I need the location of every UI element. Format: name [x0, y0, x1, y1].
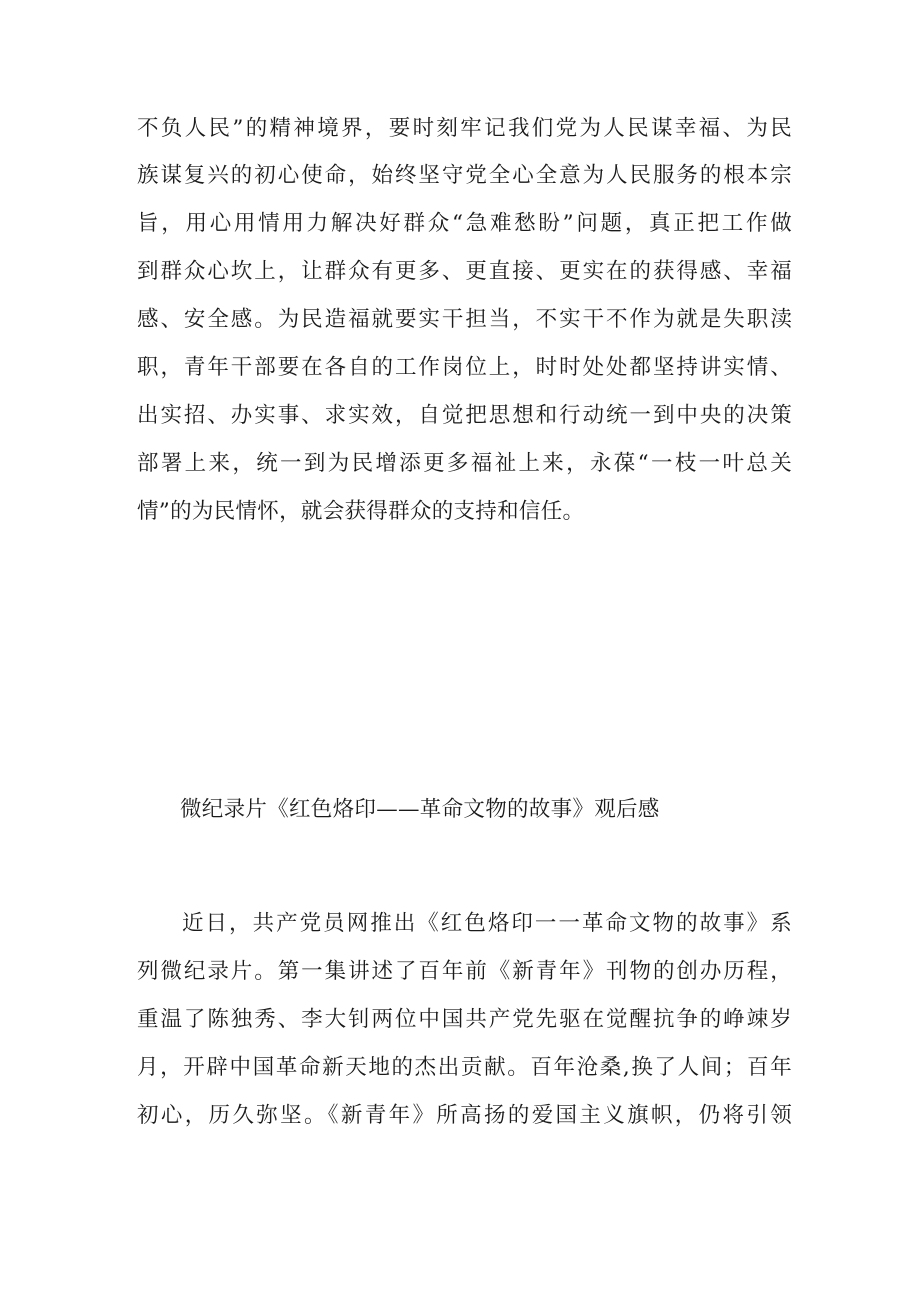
article-line: 月，开辟中国革命新天地的杰出贡献。百年沧桑,换了人间；百年	[137, 1055, 792, 1080]
paragraph-line: 到群众心坎上，让群众有更多、更直接、更实在的获得感、幸福	[137, 259, 792, 284]
article-line: 列微纪录片。第一集讲述了百年前《新青年》刊物的创办历程，	[137, 959, 792, 984]
paragraph-line: 族谋复兴的初心使命，始终坚守党全心全意为人民服务的根本宗	[137, 163, 792, 188]
paragraph-line: 职，青年干部要在各自的工作岗位上，时时处处都坚持讲实情、	[137, 355, 792, 380]
paragraph-line: 感、安全感。为民造福就要实干担当，不实干不作为就是失职渎	[137, 307, 792, 332]
article-line: 初心，历久弥坚。《新青年》所高扬的爱国主义旗帜，仍将引领	[137, 1103, 792, 1128]
paragraph-line: 情”的为民情怀，就会获得群众的支持和信任。	[137, 499, 585, 524]
article-title: 微纪录片《红色烙印——革命文物的故事》观后感	[180, 797, 660, 822]
paragraph-line: 部署上来，统一到为民增添更多福祉上来，永葆“一枝一叶总关	[137, 451, 792, 476]
article-line: 近日，共产党员网推出《红色烙印一一革命文物的故事》系	[182, 911, 792, 936]
paragraph-line: 旨，用心用情用力解决好群众“急难愁盼”问题，真正把工作做	[137, 211, 792, 236]
article-line: 重温了陈独秀、李大钊两位中国共产党先驱在觉醒抗争的峥竦岁	[137, 1007, 792, 1032]
paragraph-line: 出实招、办实事、求实效，自觉把思想和行动统一到中央的决策	[137, 403, 792, 428]
paragraph-line: 不负人民”的精神境界，要时刻牢记我们党为人民谋幸福、为民	[137, 116, 792, 141]
